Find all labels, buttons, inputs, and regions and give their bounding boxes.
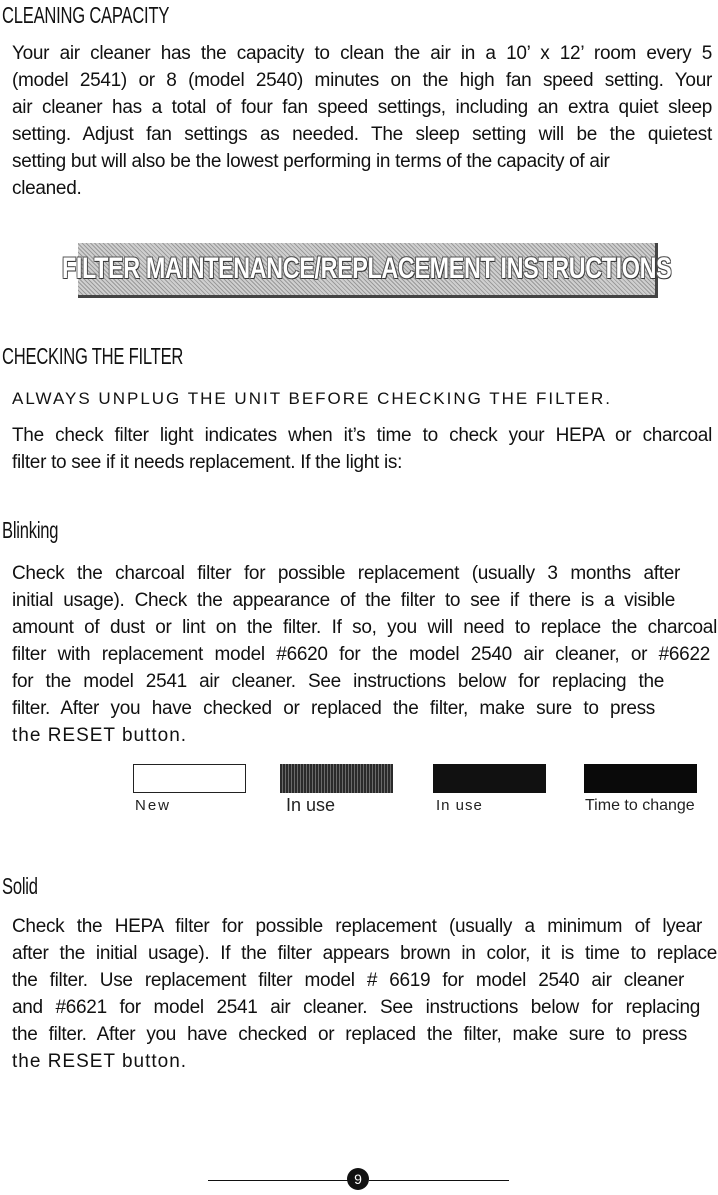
filter-light-in-use-swatch-2 — [433, 764, 546, 793]
paragraph-line: for the model 2541 air cleaner. See instructions below for replacing the — [12, 671, 664, 692]
checking-filter-heading: CHECKING THE FILTER — [2, 343, 184, 369]
paragraph-line: (model 2541) or 8 (model 2540) minutes on the high fan speed setting. Your — [12, 70, 712, 91]
paragraph-line: filter with replacement model #6620 for the model 2540 air cleaner, or #6622 — [12, 644, 710, 665]
paragraph-line: cleaned. — [12, 178, 82, 199]
filter-light-in-use-swatch — [280, 764, 393, 793]
solid-heading: Solid — [2, 873, 38, 899]
banner-title: FILTER MAINTENANCE/REPLACEMENT INSTRUCTIONS — [61, 252, 672, 285]
solid-paragraph — [12, 913, 717, 1075]
cleaning-capacity-heading: CLEANING CAPACITY — [2, 2, 170, 28]
paragraph-line: the filter. Use replacement filter model # 6619 for model 2540 air cleaner — [12, 970, 684, 991]
paragraph-line: Check the HEPA filter for possible replacement (usually a minimum of lyear — [12, 916, 702, 937]
checking-filter-paragraph — [12, 422, 712, 476]
paragraph-line: amount of dust or lint on the filter. If so, you will need to replace the charcoal — [12, 617, 717, 638]
filter-light-new-swatch — [133, 764, 246, 793]
paragraph-line: Your air cleaner has the capacity to clean the air in a 10’ x 12’ room every 5 — [12, 43, 712, 64]
label-in-use-2: In use — [436, 797, 483, 814]
unplug-warning: ALWAYS UNPLUG THE UNIT BEFORE CHECKING THE FILTER. — [12, 389, 613, 408]
label-in-use: In use — [286, 795, 336, 815]
label-time-to-change: Time to change — [585, 797, 695, 814]
page-number: 9 — [347, 1168, 369, 1190]
blinking-paragraph — [12, 560, 717, 749]
footer-rule-right — [369, 1180, 509, 1181]
paragraph-line: the RESET button. — [12, 1051, 188, 1072]
footer-rule-left — [208, 1180, 348, 1181]
paragraph-line: setting but will also be the lowest performing in terms of the capacity of air — [12, 151, 610, 172]
paragraph-line: filter. After you have checked or replaced the filter, make sure to press — [12, 698, 655, 719]
paragraph-line: and #6621 for model 2541 air cleaner. See instructions below for replacing — [12, 997, 700, 1018]
filter-light-time-to-change-swatch — [584, 764, 697, 793]
paragraph-line: air cleaner has a total of four fan speed settings, including an extra quiet sleep — [12, 97, 712, 118]
label-new: New — [135, 797, 172, 814]
paragraph-line: the RESET button. — [12, 725, 188, 746]
paragraph-line: The check filter light indicates when it’s time to check your HEPA or charcoal — [12, 425, 712, 446]
blinking-heading: Blinking — [2, 517, 59, 543]
section-banner — [61, 243, 672, 298]
paragraph-line: filter to see if it needs replacement. If the light is: — [12, 452, 403, 473]
paragraph-line: setting. Adjust fan settings as needed. The sleep setting will be the quietest — [12, 124, 712, 145]
paragraph-line: after the initial usage). If the filter appears brown in color, it is time to replace — [12, 943, 717, 964]
paragraph-line: the filter. After you have checked or replaced the filter, make sure to press — [12, 1024, 687, 1045]
paragraph-line: initial usage). Check the appearance of the filter to see if there is a visible — [12, 590, 675, 611]
cleaning-capacity-paragraph — [12, 40, 712, 202]
paragraph-line: Check the charcoal filter for possible replacement (usually 3 months after — [12, 563, 680, 584]
